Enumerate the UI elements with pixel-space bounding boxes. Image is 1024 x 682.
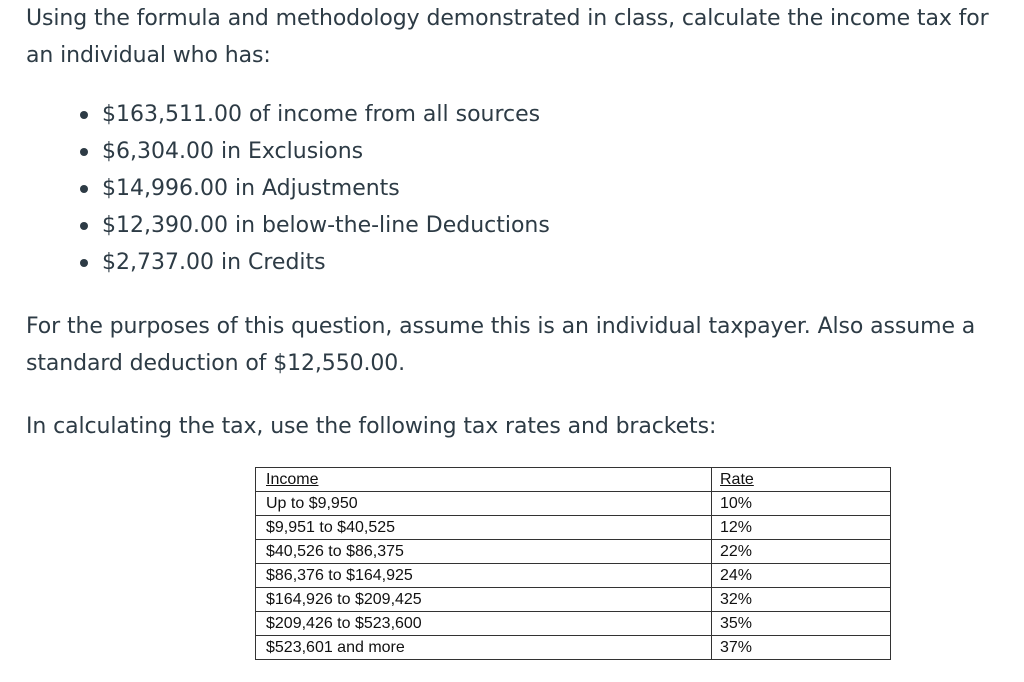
table-row — [256, 540, 891, 564]
question-intro: Using the formula and methodology demonstrated in class, calculate the income tax for an individual who has: — [26, 6, 989, 68]
table-row — [256, 516, 891, 540]
fact-credits: $2,737.00 in Credits — [78, 244, 1006, 281]
question-content — [26, 0, 1006, 445]
table-row — [256, 564, 891, 588]
income-cell: $40,526 to $86,375 — [256, 540, 712, 564]
table-header-row — [256, 468, 891, 492]
rate-cell: 24% — [712, 564, 891, 588]
rates-intro-paragraph: In calculating the tax, use the following tax rates and brackets: — [26, 414, 717, 439]
header-income: Income — [256, 468, 712, 492]
rate-cell: 32% — [712, 588, 891, 612]
rate-cell: 10% — [712, 492, 891, 516]
table-row — [256, 636, 891, 660]
income-cell: Up to $9,950 — [256, 492, 712, 516]
fact-income: $163,511.00 of income from all sources — [78, 96, 1006, 133]
table-row — [256, 588, 891, 612]
header-rate: Rate — [712, 468, 891, 492]
income-cell: $209,426 to $523,600 — [256, 612, 712, 636]
table-row — [256, 612, 891, 636]
table-row — [256, 492, 891, 516]
rate-cell: 35% — [712, 612, 891, 636]
income-cell: $86,376 to $164,925 — [256, 564, 712, 588]
tax-bracket-table — [255, 467, 891, 660]
income-cell: $523,601 and more — [256, 636, 712, 660]
fact-deductions: $12,390.00 in below-the-line Deductions — [78, 207, 1006, 244]
rate-cell: 12% — [712, 516, 891, 540]
income-cell: $164,926 to $209,425 — [256, 588, 712, 612]
taxpayer-facts-list — [26, 96, 1006, 281]
rate-cell: 37% — [712, 636, 891, 660]
assumption-paragraph: For the purposes of this question, assume this is an individual taxpayer. Also assume a standard deduction of $12,550.00. — [26, 314, 976, 376]
rate-cell: 22% — [712, 540, 891, 564]
fact-adjustments: $14,996.00 in Adjustments — [78, 170, 1006, 207]
income-cell: $9,951 to $40,525 — [256, 516, 712, 540]
fact-exclusions: $6,304.00 in Exclusions — [78, 133, 1006, 170]
